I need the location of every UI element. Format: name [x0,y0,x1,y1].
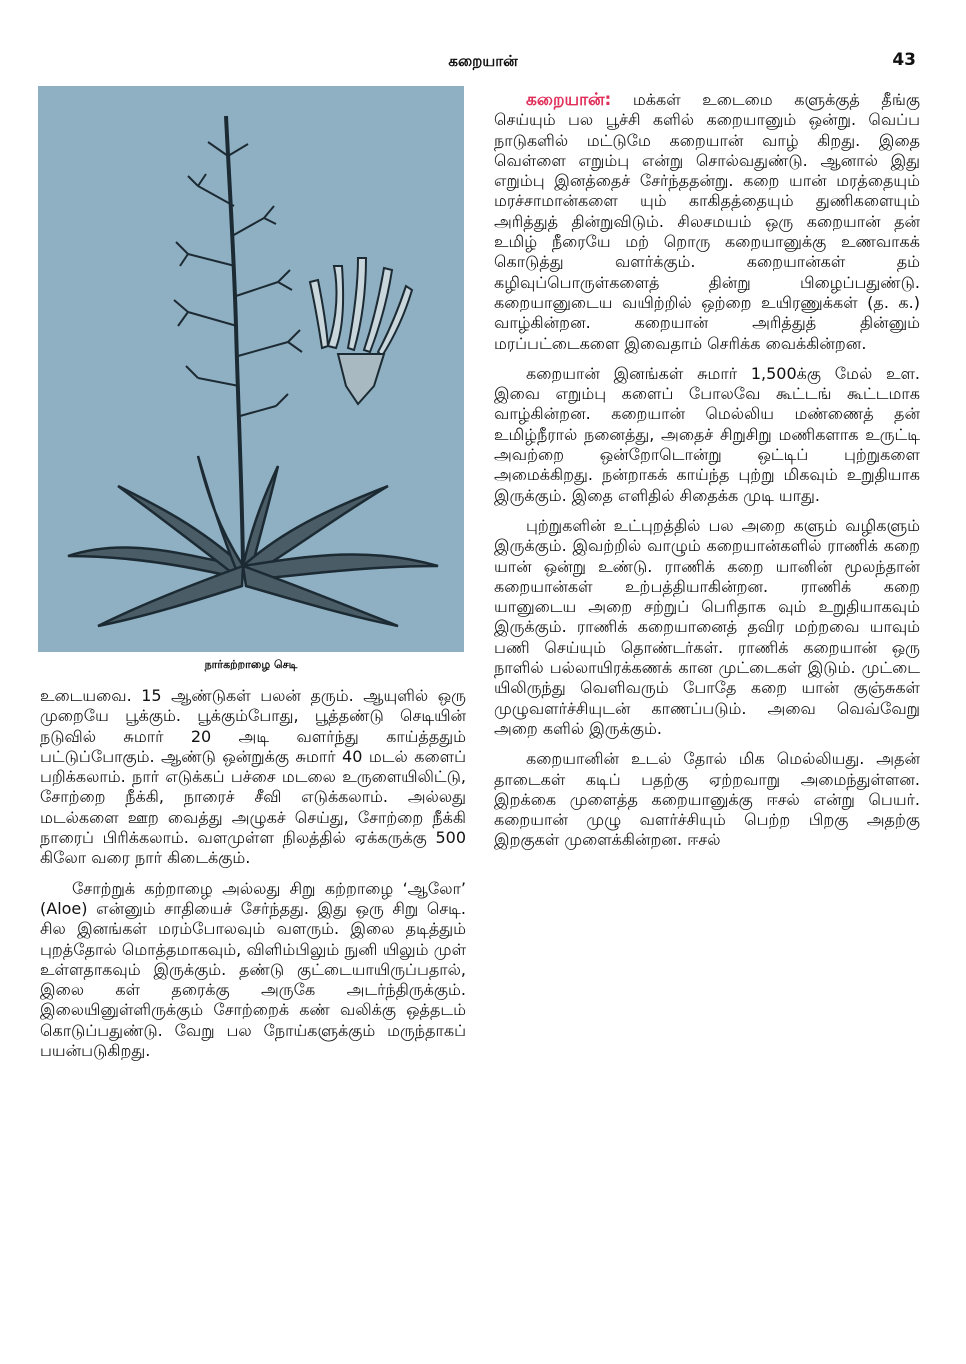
right-paragraph-2: கறையான் இனங்கள் சுமார் 1,500க்கு மேல் உள. இவை எறும்பு களைப் போலவே கூட்டங் கூட்டமாக வாழ்கின்றன. கறையான் மெல்லிய மண்ணைத் தன் உமிழ்நீரால் நனைத்து, அதைச் சிறுசிறு மணிகளாக உருட்டி அவற்றை ஒன்றோடொன்று ஒட்டிப் புற்றுகளை அமைக்கிறது. நன்றாகக் காய்ந்த புற்று மிகவும் உறுதியாக இருக்கும். இதை எளிதில் சிதைக்க முடி யாது. [494,363,920,505]
page-header [0,50,966,82]
entry-headword: கறையான்: [526,90,612,110]
page-number: 43 [892,50,916,70]
right-paragraph-1 [494,90,920,354]
running-title: கறையான் [448,52,518,70]
right-paragraph-3: புற்றுகளின் உட்புறத்தில் பல அறை களும் வழிகளும் இருக்கும். இவற்றில் வாழும் கறையான்களில் ராணிக் கறை யான் ஒன்று உண்டு. ராணிக் கறை யானின் மூலந்தான் கறையான்கள் உற்பத்தியாகின்றன. ராணிக் கறை யானுடைய அறை சற்றுப் பெரிதாக வும் உறுதியாகவும் இருக்கும். ராணிக் கறையானைத் தவிர மற்றவை யாவும் பணி செய்யும் தொண்டர்கள். ராணிக் கறையான் ஒரு நாளில் பல்லாயிரக்கணக் கான முட்டைகள் இடும். முட்டை யிலிருந்து வெளிவரும் போதே கறை யான் குஞ்சுகள் முழுவளர்ச்சியுடன் காணப்படும். அவை வெவ்வேறு அறை களில் இருக்கும். [494,515,920,738]
left-column [40,686,466,1071]
right-paragraph-4: கறையானின் உடல் தோல் மிக மெல்லியது. அதன் தாடைகள் கடிப் பதற்கு ஏற்றவாறு அமைந்துள்ளன. இறக்கை முளைத்த கறையானுக்கு ஈசல் என்று பெயர். கறையான் முழு வளர்ச்சியும் பெற்ற பிறகு அதற்கு இறகுகள் முளைக்கின்றன. ஈசல் [494,749,920,850]
aloe-plant-drawing [38,86,464,652]
figure-caption: நார்கற்றாழை செடி [204,658,298,671]
right-paragraph-1-text: மக்கள் உடைமை களுக்குத் தீங்கு செய்யும் பல பூச்சி களில் கறையானும் ஒன்று. வெப்ப நாடுகளில் மட்டுமே கறையான் வாழ் கிறது. இதை வெள்ளை எறும்பு என்று சொல்வதுண்டு. ஆனால் இது எறும்பு இனத்தைச் சேர்ந்ததன்று. கறை யான் மரத்தையும் மரச்சாமான்களை யும் காகிதத்தையும் துணிகளையும் அரித்துத் தின்றுவிடும். சிலசமயம் ஒரு கறையான் தன் உமிழ் நீரையே மற் றொரு கறையானுக்கு உணவாகக் கொடுத்து வளர்க்கும். கறையான்கள் தம் கழிவுப்பொருள்களைத் தின்று பிழைப்பதுண்டு. கறையானுடைய வயிற்றில் ஒற்றை உயிரணுக்கள் (த. க.) வாழ்கின்றன. கறையான் அரித்துத் தின்னும் மரப்பட்டைகளை இவைதாம் செரிக்க வைக்கின்றன. [494,90,920,353]
aloe-plant-illustration [38,86,464,652]
left-paragraph-2: சோற்றுக் கற்றாழை அல்லது சிறு கற்றாழை ‘ஆலோ’ (Aloe) என்னும் சாதியைச் சேர்ந்தது. இது ஒரு சிறு செடி. சில இனங்கள் மரம்போலவும் வளரும். இலை தடித்தும் புறத்தோல் மொத்தமாகவும், விளிம்பிலும் நுனி யிலும் முள் உள்ளதாகவும் இருக்கும். தண்டு குட்டையாயிருப்பதால், இலை கள் தரைக்கு அருகே அடர்ந்திருக்கும். இலையினுள்ளிருக்கும் சோற்றைக் கண் வலிக்கு ஒத்தடம் கொடுப்பதுண்டு. வேறு பல நோய்களுக்கும் மருந்தாகப் பயன்படுகிறது. [40,878,467,1061]
figure [38,86,464,673]
right-column [494,90,920,861]
left-paragraph-1: உடையவை. 15 ஆண்டுகள் பலன் தரும். ஆயுளில் ஒரு முறையே பூக்கும். பூக்கும்போது, பூத்தண்டு செடியின் நடுவில் சுமார் 20 அடி வளர்ந்து காய்த்ததும் பட்டுப்போகும். ஆண்டு ஒன்றுக்கு சுமார் 40 மடல் களைப் பறிக்கலாம். நார் எடுக்கப் பச்சை மடலை உருளையிலிட்டு, சோற்றை நீக்கி, நாரைச் சீவி எடுக்கலாம். அல்லது மடல்களை ஊற வைத்து அழுகச் செய்து, சோற்றை நீக்கி நாரைப் பிரிக்கலாம். வளமுள்ள நிலத்தில் ஏக்கருக்கு 500 கிலோ வரை நார் கிடைக்கும். [40,686,466,868]
